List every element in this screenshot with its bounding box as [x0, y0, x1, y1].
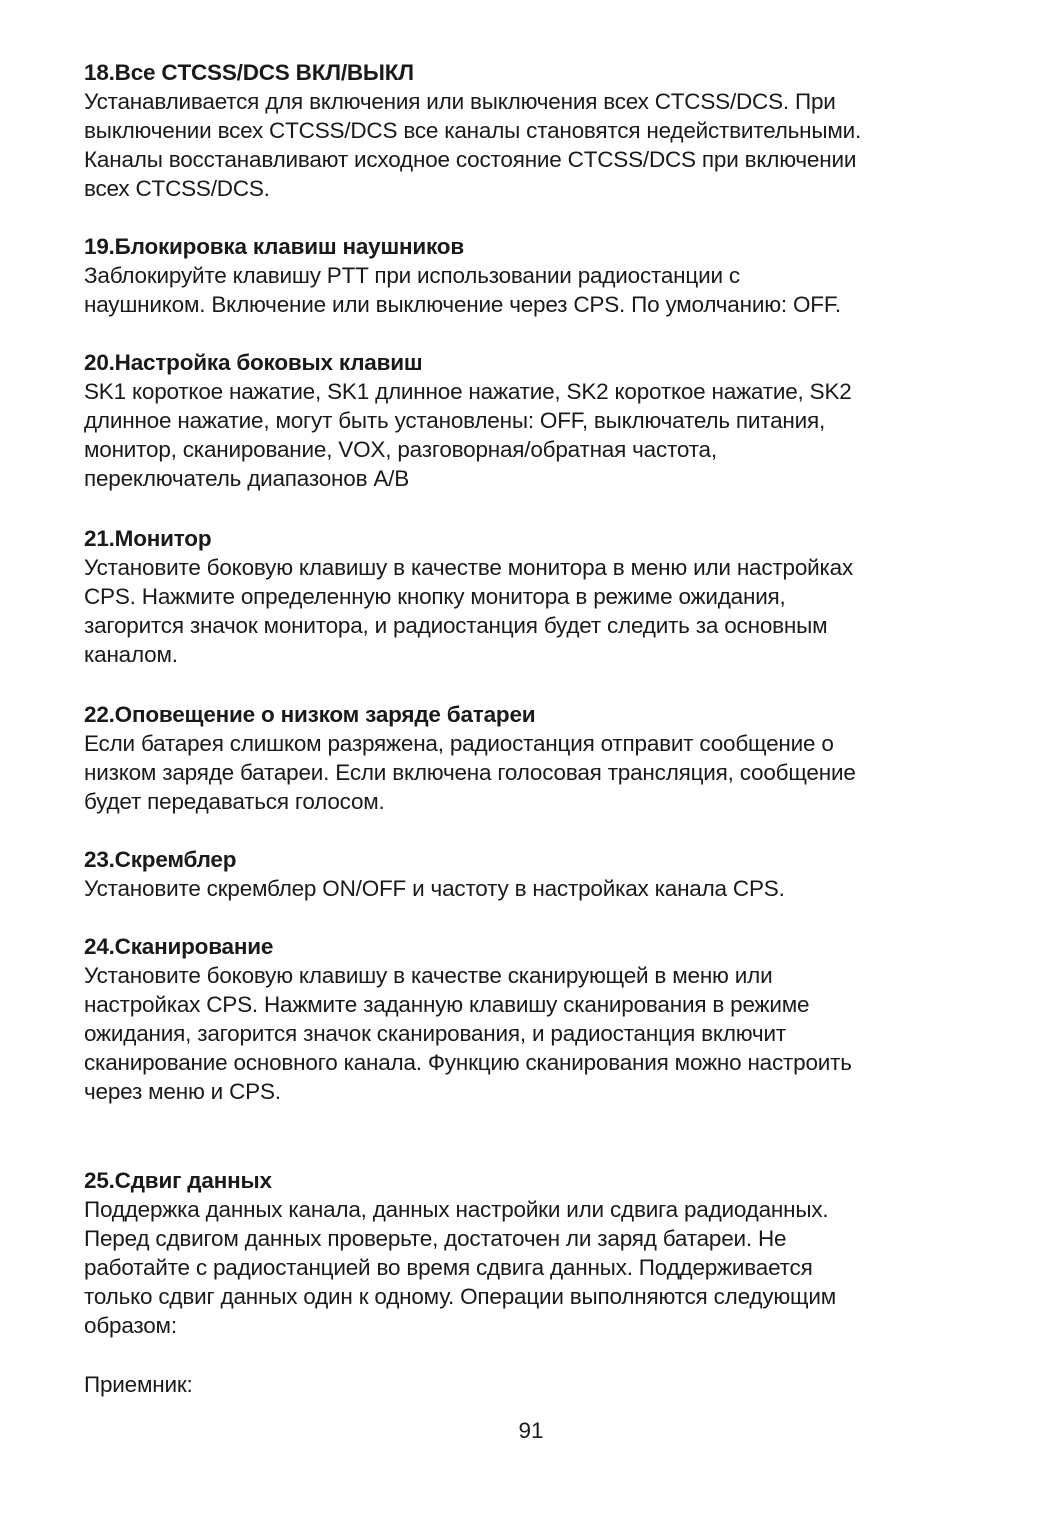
section-23 — [84, 845, 785, 903]
paragraph-line: загорится значок монитора, и радиостанция будет следить за основным — [84, 613, 828, 638]
paragraph-line: CPS. Нажмите определенную кнопку монитора в режиме ожидания, — [84, 584, 786, 609]
section-25 — [84, 1166, 836, 1340]
paragraph-line: Каналы восстанавливают исходное состояние CTCSS/DCS при включении — [84, 147, 857, 172]
section-heading: 23.Скремблер — [84, 847, 237, 872]
paragraph-line: переключатель диапазонов A/B — [84, 466, 410, 491]
paragraph-line: Заблокируйте клавишу PTT при использовании радиостанции с — [84, 263, 740, 288]
paragraph-line: Установите боковую клавишу в качестве монитора в меню или настройках — [84, 555, 854, 580]
paragraph-line: длинное нажатие, могут быть установлены: OFF, выключатель питания, — [84, 408, 826, 433]
paragraph-line: всех CTCSS/DCS. — [84, 176, 270, 201]
section-18 — [84, 58, 861, 203]
paragraph-line: Установите боковую клавишу в качестве сканирующей в меню или — [84, 963, 773, 988]
section-heading: 24.Сканирование — [84, 934, 274, 959]
paragraph-line: настройках CPS. Нажмите заданную клавишу сканирования в режиме — [84, 992, 810, 1017]
paragraph-line: Установите скремблер ON/OFF и частоту в настройках канала CPS. — [84, 876, 785, 901]
section-heading: 22.Оповещение о низком заряде батареи — [84, 702, 536, 727]
receiver-label: Приемник: — [84, 1372, 193, 1397]
paragraph-line: только сдвиг данных один к одному. Операции выполняются следующим — [84, 1284, 836, 1309]
section-heading: 18.Все CTCSS/DCS ВКЛ/ВЫКЛ — [84, 60, 414, 85]
section-heading: 21.Монитор — [84, 526, 212, 551]
section-heading: 25.Сдвиг данных — [84, 1168, 272, 1193]
section-heading: 20.Настройка боковых клавиш — [84, 350, 423, 375]
paragraph-line: работайте с радиостанцией во время сдвига данных. Поддерживается — [84, 1255, 813, 1280]
section-21 — [84, 524, 853, 669]
receiver-block — [84, 1370, 193, 1399]
section-19 — [84, 232, 841, 319]
paragraph-line: через меню и CPS. — [84, 1079, 281, 1104]
paragraph-line: будет передаваться голосом. — [84, 789, 385, 814]
paragraph-line: выключении всех CTCSS/DCS все каналы становятся недействительными. — [84, 118, 862, 143]
paragraph-line: сканирование основного канала. Функцию сканирования можно настроить — [84, 1050, 852, 1075]
paragraph-line: Перед сдвигом данных проверьте, достаточен ли заряд батареи. Не — [84, 1226, 787, 1251]
page-number: 91 — [518, 1418, 544, 1443]
section-heading: 19.Блокировка клавиш наушников — [84, 234, 464, 259]
paragraph-line: монитор, сканирование, VOX, разговорная/обратная частота, — [84, 437, 717, 462]
section-24 — [84, 932, 852, 1106]
section-22 — [84, 700, 856, 816]
paragraph-line: низком заряде батареи. Если включена голосовая трансляция, сообщение — [84, 760, 856, 785]
paragraph-line: SK1 короткое нажатие, SK1 длинное нажатие, SK2 короткое нажатие, SK2 — [84, 379, 852, 404]
paragraph-line: Поддержка данных канала, данных настройки или сдвига радиоданных. — [84, 1197, 829, 1222]
section-20 — [84, 348, 852, 493]
paragraph-line: Если батарея слишком разряжена, радиостанция отправит сообщение о — [84, 731, 834, 756]
paragraph-line: наушником. Включение или выключение через CPS. По умолчанию: OFF. — [84, 292, 841, 317]
paragraph-line: ожидания, загорится значок сканирования, и радиостанция включит — [84, 1021, 786, 1046]
paragraph-line: каналом. — [84, 642, 178, 667]
paragraph-line: Устанавливается для включения или выключения всех CTCSS/DCS. При — [84, 89, 836, 114]
paragraph-line: образом: — [84, 1313, 177, 1338]
